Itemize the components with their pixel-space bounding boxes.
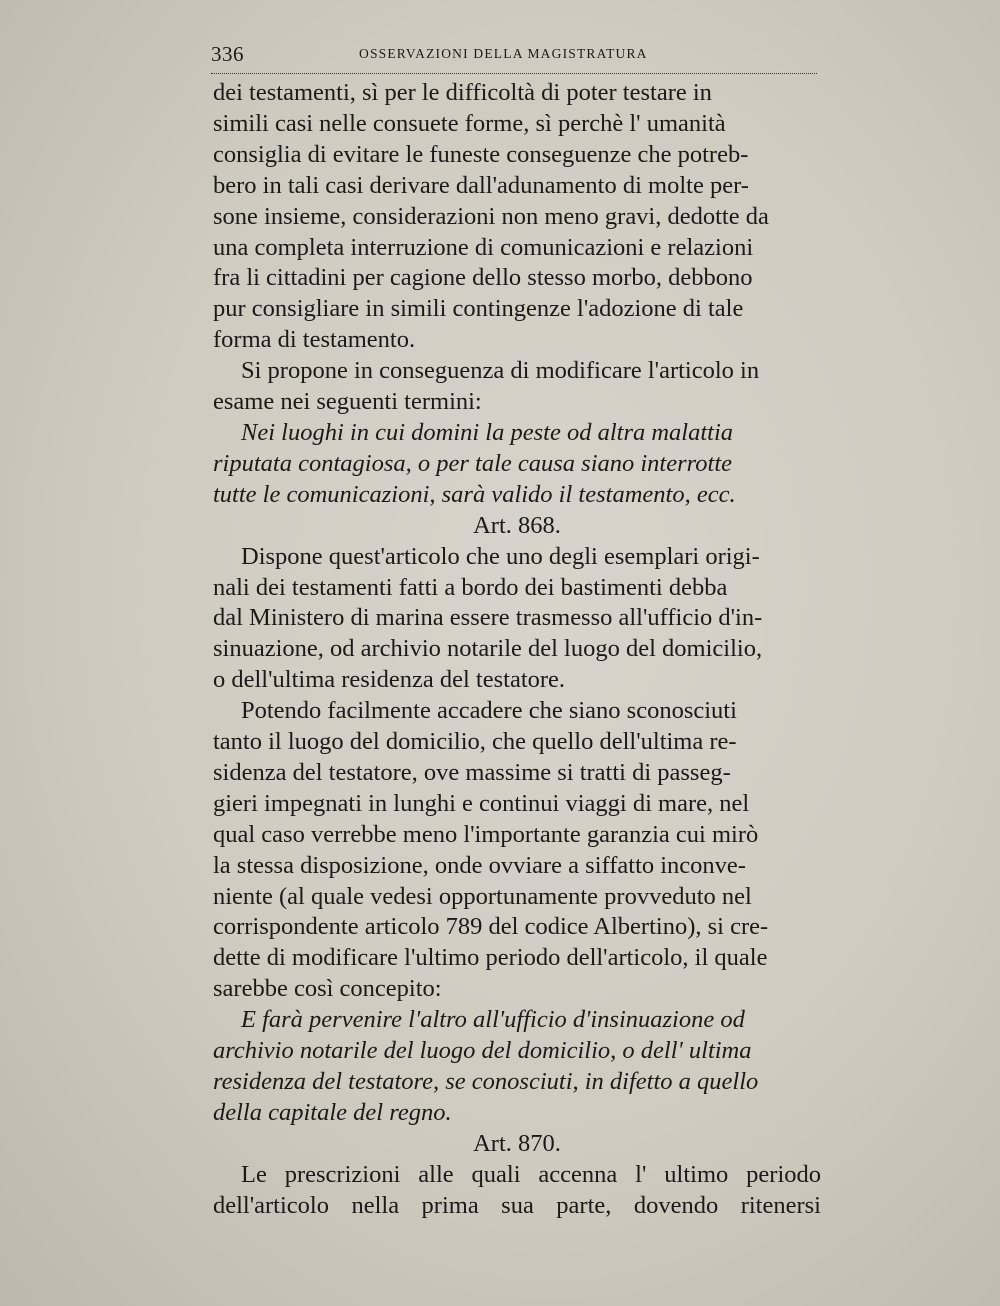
paragraph-3 [213, 542, 821, 697]
quoted-amendment-2 [213, 1005, 821, 1129]
paragraph-5 [213, 1160, 821, 1222]
text-line: Si propone in conseguenza di modificare l'articolo in [241, 357, 760, 385]
text-line: niente (al quale vedesi opportunamente provveduto nel [213, 882, 752, 910]
text-line: o dell'ultima residenza del testatore. [213, 666, 566, 694]
text-line: tutte le comunicazioni, sarà valido il testamento, ecc. [213, 480, 736, 508]
text-line: dell'articolo nella prima sua parte, dovendo ritenersi [213, 1191, 821, 1219]
page-header [211, 42, 821, 72]
text-line: sinuazione, od archivio notarile del luogo del domicilio, [213, 635, 763, 663]
text-line: qual caso verrebbe meno l'importante garanzia cui mirò [213, 820, 759, 848]
text-line: Nei luoghi in cui domini la peste od altra malattia [241, 418, 734, 446]
article-heading-868: Art. 868. [473, 511, 561, 539]
page-body [213, 78, 821, 1222]
text-line: simili casi nelle consuete forme, sì perchè l' umanità [213, 109, 726, 137]
text-line: Potendo facilmente accadere che siano sconosciuti [241, 697, 737, 725]
text-line: Dispone quest'articolo che uno degli esemplari origi- [241, 542, 760, 570]
text-line: sarebbe così concepito: [213, 975, 442, 1003]
text-line: forma di testamento. [213, 326, 416, 354]
text-line: pur consigliare in simili contingenze l'adozione di tale [213, 295, 744, 323]
text-line: dal Ministero di marina essere trasmesso all'ufficio d'in- [213, 604, 763, 632]
text-line: residenza del testatore, se conosciuti, in difetto a quello [213, 1068, 759, 1095]
text-line: E farà pervenire l'altro all'ufficio d'insinuazione od [241, 1006, 745, 1034]
text-line: bero in tali casi derivare dall'adunamento di molte per- [213, 171, 749, 199]
text-line: nali dei testamenti fatti a bordo dei bastimenti debba [213, 573, 728, 601]
header-rule [211, 73, 817, 74]
text-line: consiglia di evitare le funeste conseguenze che potreb- [213, 140, 749, 168]
text-line: riputata contagiosa, o per tale causa siano interrotte [213, 449, 733, 477]
text-line: tanto il luogo del domicilio, che quello dell'ultima re- [213, 728, 737, 756]
text-line: fra li cittadini per cagione dello stesso morbo, debbono [213, 264, 753, 292]
text-line: gieri impegnati in lunghi e continui viaggi di mare, nel [213, 789, 750, 817]
paragraph-1 [213, 78, 821, 356]
text-line: una completa interruzione di comunicazioni e relazioni [213, 233, 754, 261]
paragraph-2 [213, 356, 821, 418]
text-line: sone insieme, considerazioni non meno gravi, dedotte da [213, 202, 769, 230]
text-line: la stessa disposizione, onde ovviare a siffatto inconve- [213, 851, 746, 879]
quoted-amendment-1 [213, 418, 821, 511]
text-line: esame nei seguenti termini: [213, 388, 482, 416]
text-line: della capitale del regno. [213, 1098, 452, 1126]
text-line: archivio notarile del luogo del domicilio, o dell' ultima [213, 1037, 752, 1065]
article-heading-870: Art. 870. [473, 1129, 561, 1157]
text-line: Le prescrizioni alle quali accenna l' ultimo periodo [241, 1160, 821, 1188]
text-line: dette di modificare l'ultimo periodo dell'articolo, il quale [213, 944, 768, 972]
running-head: OSSERVAZIONI DELLA MAGISTRATURA [359, 46, 648, 61]
text-line: sidenza del testatore, ove massime si tratti di passeg- [213, 758, 731, 786]
paragraph-4 [213, 696, 821, 1005]
page-number: 336 [211, 42, 244, 66]
text-line: corrispondente articolo 789 del codice Albertino), si cre- [213, 913, 769, 941]
text-line: dei testamenti, sì per le difficoltà di poter testare in [213, 79, 712, 106]
